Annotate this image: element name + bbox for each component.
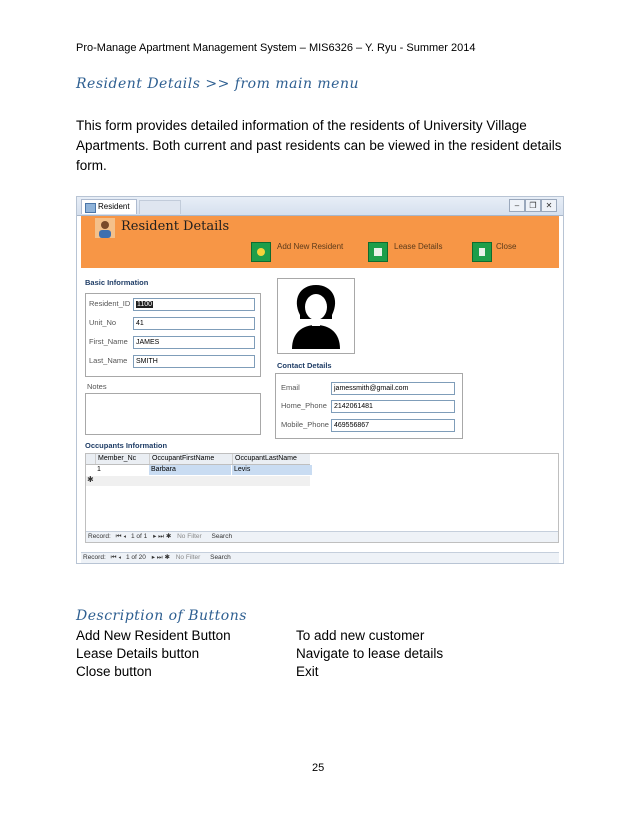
door-icon — [473, 243, 491, 261]
outer-record-navigator — [81, 552, 559, 563]
window-titlebar — [77, 197, 563, 216]
first-name-field[interactable]: JAMES — [133, 336, 255, 349]
new-record-nav-icon[interactable]: ✱ — [164, 554, 170, 561]
document-icon — [369, 243, 387, 261]
section-title-resident-details: Resident Details >> from main menu — [76, 76, 359, 92]
prev-record-icon[interactable]: ◂ — [118, 554, 122, 561]
tab-resident-label: Resident — [98, 202, 130, 211]
form-icon — [85, 203, 96, 213]
section-title-button-descriptions: Description of Buttons — [76, 608, 247, 624]
unit-no-label: Unit_No — [89, 318, 117, 327]
last-name-label: Last_Name — [89, 356, 128, 365]
notes-field[interactable] — [85, 393, 261, 435]
column-header-member-no[interactable]: Member_Nc — [95, 454, 150, 464]
form-body — [81, 268, 559, 563]
notes-label: Notes — [87, 382, 107, 391]
first-name-label: First_Name — [89, 337, 128, 346]
button-desc-text-2: Navigate to lease details — [296, 646, 444, 661]
no-filter-button[interactable]: No Filter — [175, 554, 201, 561]
occupants-info-heading: Occupants Information — [85, 441, 168, 450]
close-window-icon[interactable]: ✕ — [541, 199, 557, 212]
button-desc-text-3: Exit — [296, 664, 319, 679]
column-header-first-name[interactable]: OccupantFirstName — [149, 454, 230, 464]
new-record-row[interactable] — [86, 476, 310, 486]
column-header-last-name[interactable]: OccupantLastName — [232, 454, 311, 464]
cell-member-no[interactable]: 1 — [97, 466, 101, 473]
email-label: Email — [281, 383, 300, 392]
add-new-resident-button[interactable] — [251, 242, 271, 262]
form-header-banner — [81, 216, 559, 268]
record-position[interactable]: 1 of 1 — [131, 533, 148, 540]
mobile-phone-label: Mobile_Phone — [281, 420, 329, 429]
close-label: Close — [496, 242, 517, 251]
home-phone-label: Home_Phone — [281, 401, 327, 410]
search-box[interactable]: Search — [210, 554, 231, 561]
search-box[interactable]: Search — [211, 533, 233, 540]
no-filter-button[interactable]: No Filter — [177, 533, 202, 540]
next-record-icon[interactable]: ▸ — [151, 554, 155, 561]
button-desc-text-1: To add new customer — [296, 628, 425, 643]
new-record-icon: ✱ — [87, 475, 94, 484]
last-name-field[interactable]: SMITH — [133, 355, 255, 368]
basic-info-heading: Basic Information — [85, 278, 149, 287]
add-new-resident-label: Add New Resident — [277, 242, 344, 251]
button-desc-name-3: Close button — [76, 664, 152, 679]
prev-record-icon[interactable]: ◂ — [123, 533, 127, 540]
inner-record-navigator — [86, 531, 558, 542]
mobile-phone-field[interactable]: 469556867 — [331, 419, 455, 432]
resident-photo — [277, 278, 355, 354]
resident-id-label: Resident_ID — [89, 299, 131, 308]
smiley-icon — [252, 243, 270, 261]
form-title: Resident Details — [121, 219, 230, 234]
tab-view-menu[interactable] — [139, 200, 181, 214]
unit-no-field[interactable]: 41 — [133, 317, 255, 330]
lease-details-button[interactable] — [368, 242, 388, 262]
next-record-icon[interactable]: ▸ — [153, 533, 157, 540]
button-desc-name-2: Lease Details button — [76, 646, 200, 661]
last-record-icon[interactable]: ⏭ — [158, 533, 165, 540]
record-label: Record: — [83, 554, 106, 561]
email-field[interactable]: jamessmith@gmail.com — [331, 382, 455, 395]
cell-first-name[interactable]: Barbara — [149, 465, 231, 475]
record-label: Record: — [88, 533, 111, 540]
tab-resident[interactable] — [81, 199, 137, 214]
close-button[interactable] — [472, 242, 492, 262]
cell-last-name[interactable]: Levis — [232, 465, 312, 475]
first-record-icon[interactable]: ⏮ — [110, 554, 117, 561]
page-number: 25 — [312, 762, 325, 774]
minimize-icon[interactable]: – — [509, 199, 525, 212]
new-record-nav-icon[interactable]: ✱ — [165, 533, 172, 540]
contact-details-heading: Contact Details — [277, 361, 332, 370]
restore-icon[interactable]: ❐ — [525, 199, 541, 212]
last-record-icon[interactable]: ⏭ — [156, 554, 163, 561]
person-silhouette-icon — [278, 279, 354, 353]
lease-details-label: Lease Details — [394, 242, 443, 251]
resident-avatar-icon — [95, 218, 115, 238]
record-position[interactable]: 1 of 20 — [126, 554, 146, 561]
first-record-icon[interactable]: ⏮ — [115, 533, 122, 540]
button-desc-name-1: Add New Resident Button — [76, 628, 231, 643]
intro-paragraph: This form provides detailed information of the residents of University Village Apartments. Both current and past residents can be viewed in the resident details form. — [76, 118, 562, 173]
occupants-datasheet — [85, 453, 559, 543]
resident-form-screenshot — [76, 196, 564, 564]
resident-id-field[interactable] — [133, 298, 255, 311]
home-phone-field[interactable]: 2142061481 — [331, 400, 455, 413]
page-header: Pro-Manage Apartment Management System – MIS6326 – Y. Ryu - Summer 2014 — [76, 42, 476, 54]
resident-id-value: 1100 — [137, 301, 153, 308]
